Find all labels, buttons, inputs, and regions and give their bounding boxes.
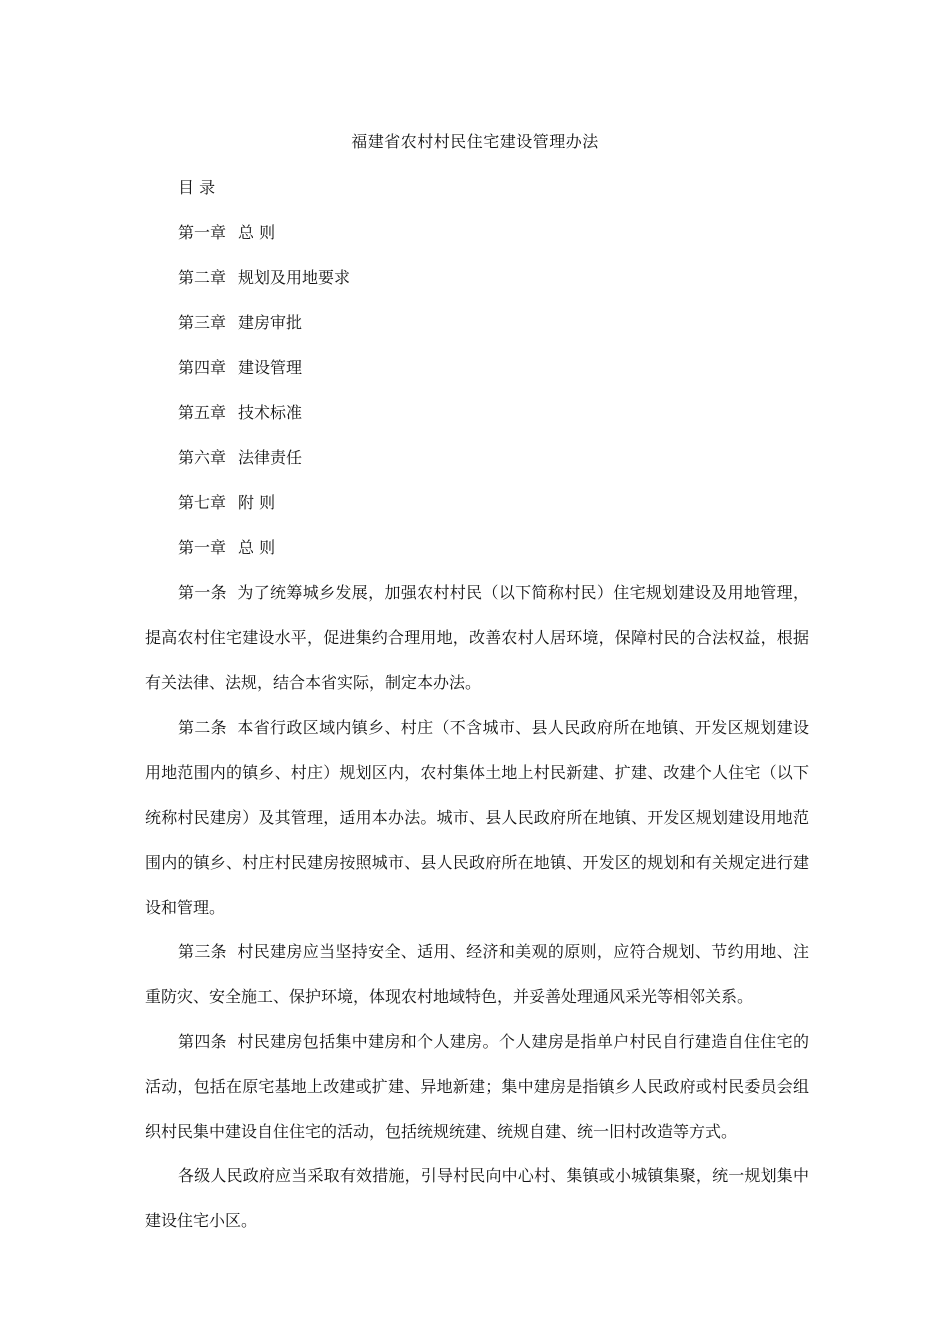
document-title: 福建省农村村民住宅建设管理办法 [351, 132, 599, 151]
section-chapter-number: 第一章 [178, 538, 227, 557]
toc-chapter-name: 规划及用地要求 [238, 268, 351, 287]
article-text: 各级人民政府应当采取有效措施，引导村民向中心村、集镇或小城镇集聚，统一规划集中建设住宅小区。 [145, 1166, 809, 1230]
article-3 [145, 929, 809, 1019]
article-text: 为了统筹城乡发展，加强农村村民（以下简称村民）住宅规划建设及用地管理，提高农村住宅建设水平，促进集约合理用地，改善农村人居环境，保障村民的合法权益，根据有关法律、法规，结合本省实际，制定本办法。 [145, 583, 809, 692]
article-text: 村民建房包括集中建房和个人建房。个人建房是指单户村民自行建造自住住宅的活动，包括在原宅基地上改建或扩建、异地新建；集中建房是指镇乡人民政府或村民委员会组织村民集中建设自住住宅的活动，包括统规统建、统规自建、统一旧村改造等方式。 [145, 1032, 809, 1141]
toc-heading: 目 录 [178, 178, 216, 197]
toc-item-chapter-1 [178, 221, 275, 245]
toc-chapter-name: 建设管理 [238, 358, 303, 377]
toc-item-chapter-2 [178, 266, 350, 290]
article-4 [145, 1019, 809, 1154]
article-text: 村民建房应当坚持安全、适用、经济和美观的原则，应符合规划、节约用地、注重防灾、安全施工、保护环境，体现农村地域特色，并妥善处理通风采光等相邻关系。 [145, 942, 809, 1006]
article-label: 第三条 [178, 942, 228, 961]
article-2 [145, 705, 809, 930]
toc-chapter-number: 第三章 [178, 313, 227, 332]
toc-item-chapter-6 [178, 446, 302, 470]
article-text: 本省行政区域内镇乡、村庄（不含城市、县人民政府所在地镇、开发区规划建设用地范围内的镇乡、村庄）规划区内，农村集体土地上村民新建、扩建、改建个人住宅（以下统称村民建房）及其管理，适用本办法。城市、县人民政府所在地镇、开发区规划建设用地范围内的镇乡、村庄村民建房按照城市、县人民政府所在地镇、开发区的规划和有关规定进行建设和管理。 [145, 718, 809, 917]
article-label: 第四条 [178, 1032, 228, 1051]
section-heading-chapter-1 [178, 536, 275, 560]
toc-item-chapter-7 [178, 491, 275, 515]
toc-chapter-name: 技术标准 [238, 403, 303, 422]
toc-chapter-number: 第四章 [178, 358, 227, 377]
toc-chapter-name: 附 则 [238, 493, 276, 512]
toc-chapter-number: 第二章 [178, 268, 227, 287]
toc-chapter-number: 第五章 [178, 403, 227, 422]
toc-item-chapter-5 [178, 401, 302, 425]
article-1 [145, 570, 809, 705]
toc-chapter-number: 第六章 [178, 448, 227, 467]
article-label: 第一条 [178, 583, 228, 602]
toc-item-chapter-3 [178, 311, 302, 335]
toc-chapter-name: 建房审批 [238, 313, 303, 332]
toc-item-chapter-4 [178, 356, 302, 380]
toc-chapter-number: 第七章 [178, 493, 227, 512]
toc-chapter-number: 第一章 [178, 223, 227, 242]
section-chapter-name: 总 则 [238, 538, 276, 557]
article-label: 第二条 [178, 718, 228, 737]
article-4-paragraph-2 [145, 1153, 809, 1243]
toc-chapter-name: 总 则 [238, 223, 276, 242]
toc-chapter-name: 法律责任 [238, 448, 303, 467]
